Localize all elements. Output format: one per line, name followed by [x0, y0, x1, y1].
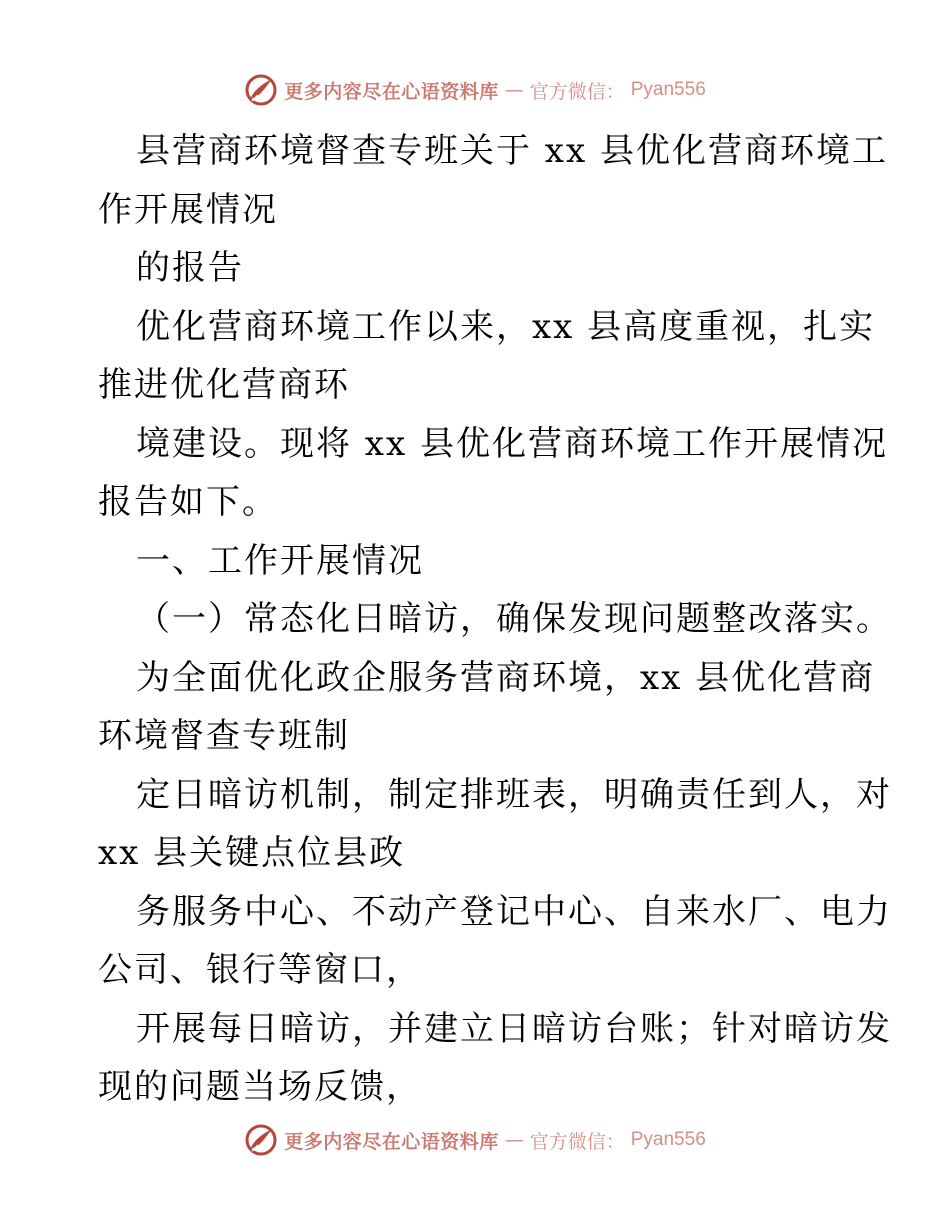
text-line: （一）常态化日暗访，确保发现问题整改落实。 [136, 599, 892, 639]
text-line: 开展每日暗访，并建立日暗访台账；针对暗访发 [136, 1008, 892, 1049]
text-line: 报告如下。 [98, 482, 278, 522]
header-watermark [0, 70, 950, 110]
watermark-official-label: 官方微信： [529, 80, 625, 103]
watermark-dash: — [504, 79, 524, 101]
text-line: 公司、银行等窗口， [98, 950, 422, 990]
pen-logo-icon [244, 1123, 278, 1157]
text-line: 推进优化营商环 [98, 365, 350, 405]
text-line: 作开展情况 [98, 189, 278, 230]
document-body [98, 122, 892, 1117]
watermark-wechat-id: Pyan556 [630, 79, 706, 100]
text-line: 务服务中心、不动产登记中心、自来水厂、电力 [136, 891, 892, 932]
text-line: 境建设。现将 xx 县优化营商环境工作开展情况 [136, 423, 888, 464]
text-line: 现的问题当场反馈， [98, 1067, 422, 1107]
watermark-dash: — [504, 1129, 524, 1151]
footer-watermark [0, 1120, 950, 1160]
watermark-wechat-id: Pyan556 [630, 1129, 706, 1150]
text-line: 一、工作开展情况 [136, 540, 424, 581]
watermark-brand: 更多内容尽在心语资料库 [284, 80, 499, 103]
watermark-brand: 更多内容尽在心语资料库 [284, 1130, 499, 1153]
watermark-official-label: 官方微信： [529, 1130, 625, 1153]
text-line: 优化营商环境工作以来，xx 县高度重视，扎实 [136, 306, 876, 347]
pen-logo-icon [244, 73, 278, 107]
text-line: 为全面优化政企服务营商环境，xx 县优化营商 [136, 657, 876, 698]
text-line: 县营商环境督查专班关于 xx 县优化营商环境工 [136, 131, 888, 171]
text-line: 环境督查专班制 [98, 716, 350, 756]
text-line: xx 县关键点位县政 [98, 833, 406, 873]
text-line: 的报告 [136, 248, 244, 288]
text-line: 定日暗访机制，制定排班表，明确责任到人，对 [136, 774, 892, 815]
